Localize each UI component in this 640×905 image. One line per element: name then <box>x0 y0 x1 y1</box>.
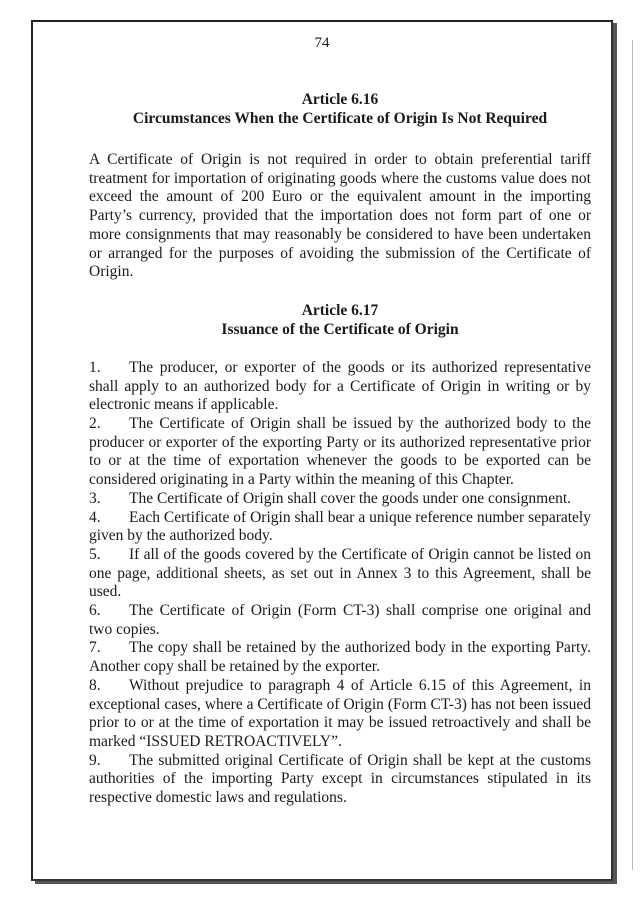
list-item <box>89 546 591 602</box>
article-6-17-items <box>89 359 591 808</box>
article-6-17-number: Article 6.17 <box>301 301 379 319</box>
item-text: The submitted original Certificate of Origin shall be kept at the customs authorities of the importing Party except in circumstances stipulated in its respective domestic laws and regulations. <box>89 751 591 807</box>
item-text: If all of the goods covered by the Certificate of Origin cannot be listed on one page, additional sheets, as set out in Annex 3 to this Agreement, shall be used. <box>89 545 591 601</box>
item-number: 4. <box>89 508 101 526</box>
item-number: 7. <box>89 639 101 657</box>
item-number: 5. <box>89 545 101 563</box>
list-item <box>89 359 591 415</box>
list-item <box>89 752 591 808</box>
item-number: 8. <box>89 676 101 694</box>
list-item <box>89 415 591 490</box>
scan-artifact <box>632 40 633 870</box>
article-6-16-body: A Certificate of Origin is not required in order to obtain preferential tariff treatment for importation of originating goods where the customs value does not exceed the amount of 200 Euro or the equivalent amount in the importing Party’s currency, provided that the importation does not form part of one or more consignments that may reasonably be considered to have been undertaken or arranged for the purposes of avoiding the submission of the Certificate of Origin. <box>89 151 591 281</box>
article-6-16-title: Circumstances When the Certificate of Origin Is Not Required <box>132 110 548 127</box>
page-border-frame <box>31 20 613 881</box>
item-number: 1. <box>89 358 101 376</box>
item-number: 9. <box>89 751 101 769</box>
page-content <box>89 90 591 808</box>
page-number: 74 <box>314 35 330 51</box>
article-6-16-number: Article 6.16 <box>301 91 379 108</box>
list-item <box>89 639 591 676</box>
article-6-17-title: Issuance of the Certificate of Origin <box>221 320 459 338</box>
list-item <box>89 509 591 546</box>
item-text: The Certificate of Origin shall cover the goods under one consignment. <box>129 489 572 507</box>
item-text: The producer, or exporter of the goods or its authorized representative shall apply to an authorized body for a Certificate of Origin in writing or by electronic means if applicable. <box>89 358 591 414</box>
item-text: Without prejudice to paragraph 4 of Article 6.15 of this Agreement, in exceptional cases, where a Certificate of Origin (Form CT-3) has not been issued prior to or at the time of exportation it may be issued retroactively and shall be marked “ISSUED RETROACTIVELY”. <box>89 676 591 750</box>
item-text: The copy shall be retained by the authorized body in the exporting Party. Another copy shall be retained by the exporter. <box>89 639 591 676</box>
item-text: The Certificate of Origin shall be issued by the authorized body to the producer or exporter of the exporting Party or its authorized representative prior to or at the time of exportation whenever the goods to be exported can be considered originating in a Party within the meaning of this Chapter. <box>89 415 591 489</box>
list-item <box>89 490 591 509</box>
item-number: 2. <box>89 415 101 433</box>
list-item <box>89 602 591 639</box>
item-number: 6. <box>89 602 101 620</box>
list-item <box>89 677 591 752</box>
item-text: The Certificate of Origin (Form CT-3) shall comprise one original and two copies. <box>89 602 591 638</box>
item-number: 3. <box>89 489 101 507</box>
item-text: Each Certificate of Origin shall bear a unique reference number separately given by the authorized body. <box>89 508 591 545</box>
